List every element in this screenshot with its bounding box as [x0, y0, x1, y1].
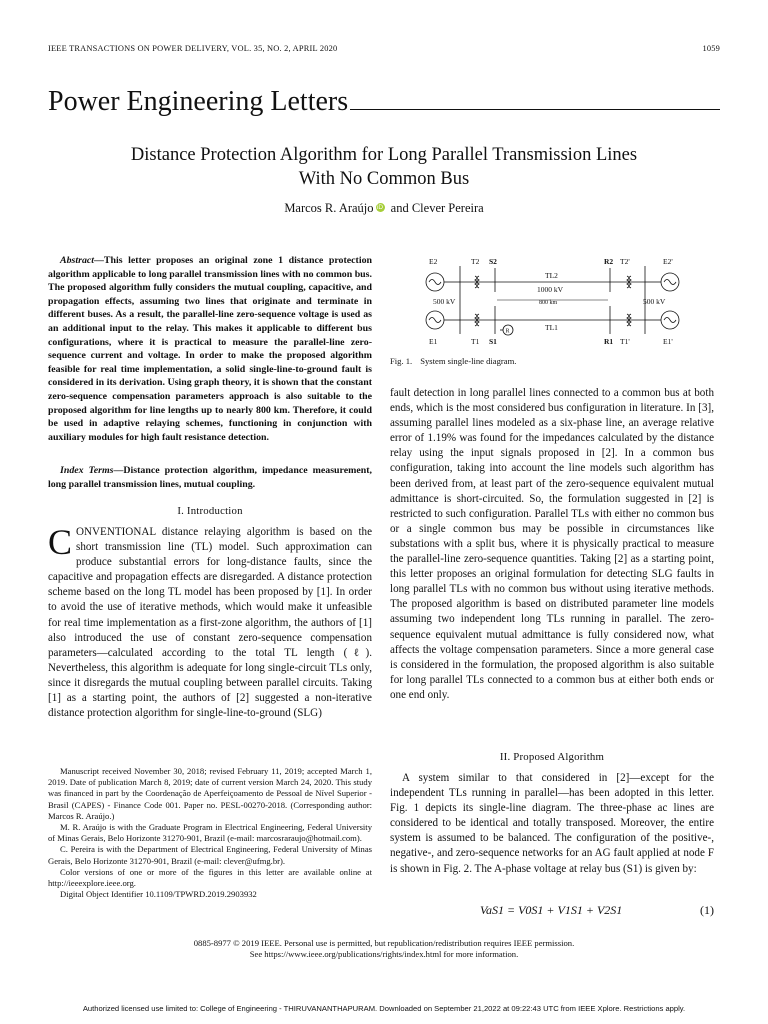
footnote-author-araujo: M. R. Araújo is with the Graduate Program in Electrical Engineering, Federal University of Minas Gerais, Belo Horizonte 31270-901, Brazil (e-mail: marcosraraujo@hotmail.com). — [48, 822, 372, 844]
footnote-manuscript: Manuscript received November 30, 2018; revised February 11, 2019; accepted March 1, 2019. Date of publication March 8, 2019; date of current version March 24, 2020. This study was financed in part by the Coordenação de Aperfeiçoamento de Pessoal de Nível Superior - Brasil (CAPES) - Finance Code 001. Paper no. PESL-00270-2018. (Corresponding author: Marcos R. Araújo.) — [48, 766, 372, 821]
equation-1 — [390, 903, 714, 921]
section-banner-rule — [350, 109, 720, 110]
label-1000kv: 1000 kV — [537, 285, 564, 294]
introduction-text: ONVENTIONAL distance relaying algorithm is based on the short transmission line (TL) model. Such approximation can produce substantial errors for long-distance faults, since the capacitive and propagation effects are disregarded. A distance protection scheme based on the long TL model has been proposed by [1]. In order to avoid the use of iterative methods, which would make it unfeasible for real time implementation as a first-zone algorithm, the authors of [1] also introduced the use of constant zero-sequence compensation parameters—calculated according to the total TL length (ℓ). Nevertheless, this algorithm is adequate for long single-circuit TLs only, since it disregards the mutual coupling between parallel circuits. Taking [1] as a starting point, the authors of [2] suggested a non-iterative distance protection algorithm for single-line-to-ground (SLG) — [48, 526, 372, 720]
running-header-page-number: 1059 — [702, 44, 720, 53]
equation-1-number: (1) — [700, 903, 714, 917]
label-e2: E2 — [429, 257, 438, 266]
footnote-color-versions: Color versions of one or more of the figures in this letter are available online at http://ieeexplore.ieee.org. — [48, 866, 372, 889]
dropcap: C — [48, 522, 73, 562]
footnotes — [48, 766, 372, 900]
figure-1-caption-text: System single-line diagram. — [420, 356, 517, 366]
copyright-notice — [48, 938, 720, 960]
copyright-line-1: 0885-8977 © 2019 IEEE. Personal use is permitted, but republication/redistribution requires IEEE permission. — [193, 938, 575, 948]
label-t1p: T1' — [620, 337, 630, 346]
author-pereira: and Clever Pereira — [387, 201, 484, 215]
label-t2: T2 — [471, 257, 480, 266]
label-s2: S2 — [489, 257, 497, 266]
authorized-use-footer: Authorized licensed use limited to: College of Engineering - THIRUVANANTHAPURAM. Downloaded on September 21,2022 at 09:22:43 UTC from IEEE Xplore. Restrictions apply. — [82, 1004, 686, 1013]
label-r2: R2 — [604, 257, 614, 266]
author-araujo: Marcos R. Araújo — [284, 201, 374, 215]
label-500kv-right: 500 kV — [643, 297, 666, 306]
introduction-body — [48, 522, 372, 721]
proposed-algorithm-body — [390, 771, 714, 877]
label-e2p: E2' — [663, 257, 673, 266]
paper-title-line-2: With No Common Bus — [298, 169, 470, 189]
label-relay: R — [505, 328, 510, 335]
label-r1: R1 — [604, 337, 614, 346]
equation-1-body: VaS1 = V0S1 + V1S1 + V2S1 — [480, 903, 623, 917]
label-tl1: TL1 — [545, 323, 558, 332]
orcid-icon[interactable]: iD — [376, 204, 384, 211]
index-terms — [48, 464, 372, 491]
abstract — [48, 254, 372, 444]
copyright-line-2: See https://www.ieee.org/publications/rights/index.html for more information. — [249, 949, 519, 959]
author-list — [48, 201, 720, 216]
figure-1-caption — [390, 356, 516, 366]
figure-1-caption-label: Fig. 1. — [390, 356, 413, 366]
source-e1p-wave — [664, 318, 676, 323]
section-banner — [48, 76, 720, 116]
label-500kv-left: 500 kV — [433, 297, 456, 306]
label-e1p: E1' — [663, 337, 673, 346]
label-tl2: TL2 — [545, 271, 558, 280]
abstract-lead: Abstract — [60, 255, 95, 266]
index-terms-text: —Distance protection algorithm, impedance measurement, long parallel transmission lines, mutual coupling. — [48, 465, 372, 490]
paper-title — [48, 143, 720, 191]
abstract-text: —This letter proposes an original zone 1 distance protection algorithm applicable to long parallel transmission lines with no common bus. The proposed algorithm fully considers the mutual coupling, capacitive, and propagation effects, assuming two lines that originate and terminate in different buses. As a result, the parallel-line zero-sequence voltage is used as an additional input to the relay. This makes it applicable to different bus configurations, where it is practical to measure the parallel-line zero-sequence current and voltage. In order to make the proposed algorithm feasible for real time implementation, a solid single-line-to-ground fault is considered in its derivation. Using graph theory, it is shown that the constant zero-sequence compensation parameters approach is also suitable to the proposed algorithm for line lengths up to nearly 800 km. Therefore, it could be used in adaptive relaying schemes, functioning in conjunction with auxiliary modules for high fault resistance detection. — [48, 255, 372, 443]
proposed-algorithm-text: A system similar to that considered in [2]—except for the independent TLs running in parallel—has been adopted in this letter. Fig. 1 depicts its single-line diagram. The three-phase ac lines are considered to be identical and totally transposed. Moreover, the entire system is assumed to be balanced. The configuration of the positive-, negative-, and zero-sequence networks for an AG fault applied at node F is shown in Fig. 2. The A-phase voltage at relay bus (S1) is given by: — [390, 772, 714, 875]
source-e2p-wave — [664, 280, 676, 285]
label-t1: T1 — [471, 337, 480, 346]
introduction-heading: I. Introduction — [177, 505, 243, 517]
index-terms-lead: Index Terms — [60, 465, 114, 476]
label-800km: 800 km — [539, 300, 558, 306]
right-column-paragraph: fault detection in long parallel lines connected to a common bus at both ends, which is the most considered bus configuration in literature. In [3], assuming parallel lines modeled as a six-phase line, an average relative error of 1.19% was found for the impedances calculated by the distance relay using the input signals proposed in [2]. In a common bus configuration, taking into account the line models such algorithm has been derived from, at least part of the zero-sequence equivalent mutual admittance is short-circuited. So, the formulation suggested in [2] is restricted to such configuration. Parallel TLs with either no common bus or a single common bus may be possible in circumstances like substations with a split bus, where it is physically practical to measure the parallel-line zero-sequence quantities. Taking [2] as a starting point, this letter proposes an original formulation for detecting SLG faults in long parallel TLs with no common bus without using iterative methods. The proposed algorithm is based on distributed parameter line models assuming two independent long TLs running in parallel. The zero-sequence equivalent mutual admittance is fully considered now, what affects the voltage compensation parameters. Since a more general case is considered in the formulation, the proposed algorithm is also suitable for long parallel TLs connected to a common bus at either both ends or one end only. — [390, 387, 714, 701]
footnote-author-pereira: C. Pereira is with the Department of Electrical Engineering, Federal University of Minas Gerais, Belo Horizonte 31270-901, Brazil (e-mail: clever@ufmg.br). — [48, 844, 372, 866]
figure-1-single-line-diagram — [405, 254, 705, 354]
proposed-algorithm-heading: II. Proposed Algorithm — [499, 751, 605, 763]
source-e2-wave — [429, 280, 441, 285]
label-e1: E1 — [429, 337, 438, 346]
footnote-doi: Digital Object Identifier 10.1109/TPWRD.2019.2903932 — [60, 889, 257, 900]
paper-title-line-1: Distance Protection Algorithm for Long Parallel Transmission Lines — [130, 145, 638, 165]
source-e1-wave — [429, 318, 441, 323]
label-t2p: T2' — [620, 257, 630, 266]
section-banner-text: Power Engineering Letters — [48, 86, 349, 117]
running-header-journal: IEEE TRANSACTIONS ON POWER DELIVERY, VOL. 35, NO. 2, APRIL 2020 — [48, 44, 338, 53]
label-s1: S1 — [489, 337, 497, 346]
